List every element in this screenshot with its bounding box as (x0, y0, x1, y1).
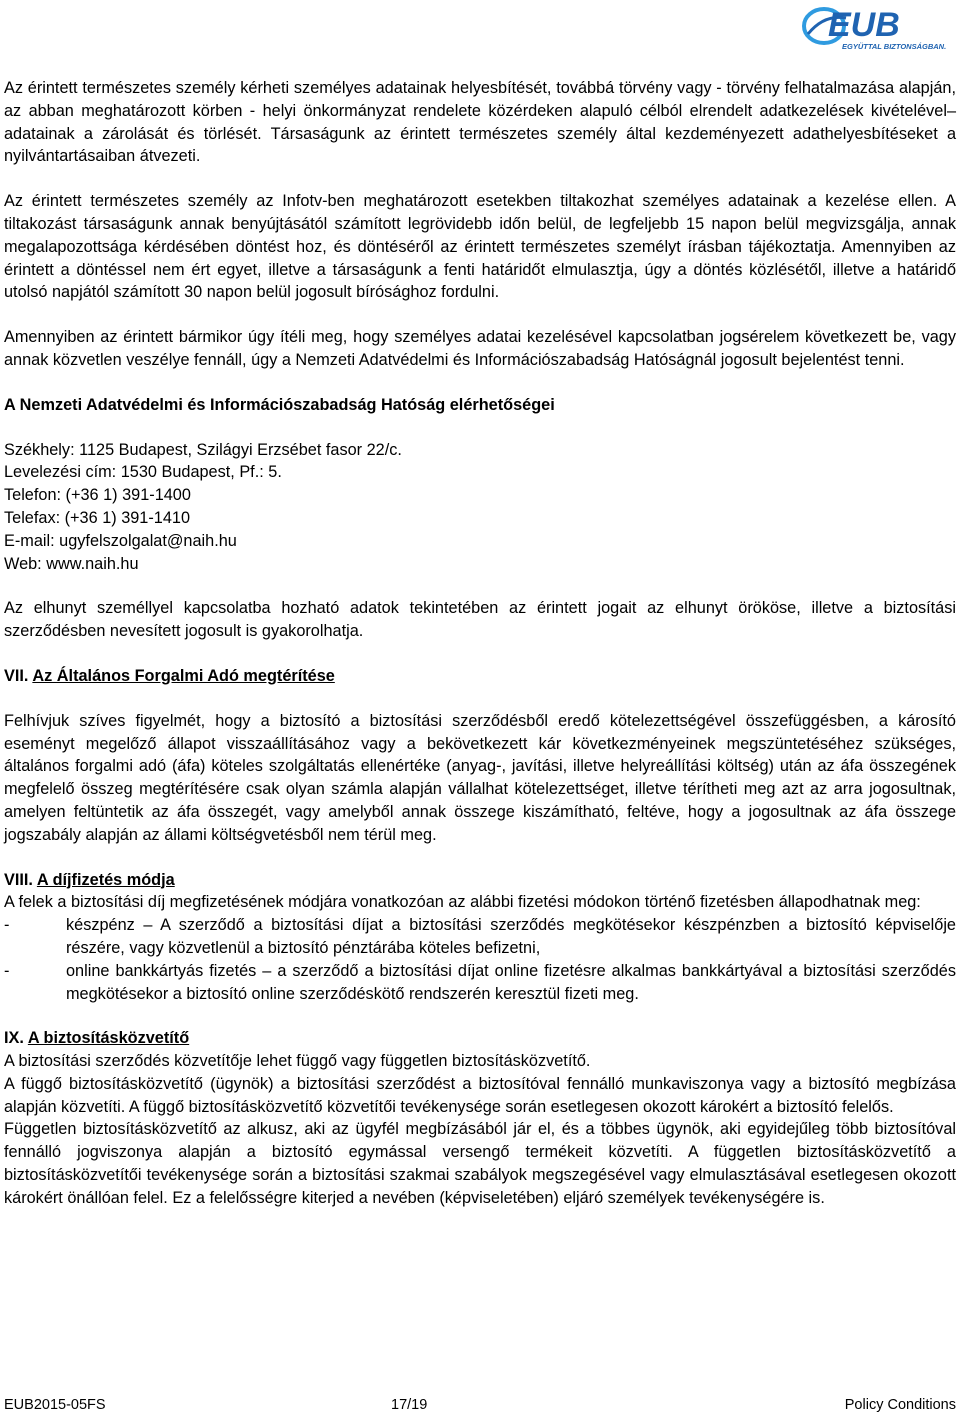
logo-wordmark: EUB (828, 6, 900, 44)
section-8-title: A díjfizetés módja (36, 870, 175, 889)
payment-method-card (4, 960, 956, 1006)
section-9-heading (4, 1027, 956, 1050)
section-8-heading (4, 869, 956, 892)
footer-label: Policy Conditions (844, 1397, 956, 1413)
contact-fax: Telefax: (+36 1) 391-1410 (4, 508, 191, 527)
eub-logo (802, 4, 952, 52)
contact-phone: Telefon: (+36 1) 391-1400 (4, 486, 191, 505)
page-number: 17/19 (391, 1397, 428, 1413)
section-7-title: Az Általános Forgalmi Adó megtérítése (32, 666, 335, 685)
list-item-text: készpénz – A szerződő a biztosítási díjat a biztosítási szerződés megkötésekor készpénzben a biztosító képviselője részére, vagy közvetlenül a biztosító pénztárába köteles befizetni, (66, 916, 956, 957)
paragraph-rectification: Az érintett természetes személy kérheti személyes adatainak helyesbítését, továbbá törvény vagy - törvény felhatalmazása alapján, az abban meghatározott körben - helyi önkormányzat rendelete közérdeken alapuló célból elrendelt adatkezelések kivételével– adatainak a zárolását és törlését. Társaságunk az érintett természetes személy által kezdeményezett adathelyesbítéseket a nyilvántartásaiban átvezeti. (4, 79, 956, 166)
logo-tagline: EGYÜTTAL BIZTONSÁGBAN. (842, 42, 947, 51)
section-8-number: VIII. (4, 870, 33, 889)
section-8-intro: A felek a biztosítási díj megfizetésének módjára vonatkozóan az alábbi fizetési módokon történő fizetésben állapodhatnak meg: (4, 893, 921, 912)
eub-logo-graphic (802, 4, 952, 52)
contact-seat: Székhely: 1125 Budapest, Szilágyi Erzsébet fasor 22/c. (4, 440, 402, 459)
contact-postal: Levelezési cím: 1530 Budapest, Pf.: 5. (4, 463, 282, 482)
section-9-paragraph-1: A biztosítási szerződés közvetítője lehet függő vagy független biztosításközvetítő. (4, 1052, 591, 1071)
paragraph-objection: Az érintett természetes személy az Infotv-ben meghatározott esetekben tiltakozhat személyes adatainak a kezelése ellen. A tiltakozást társaságunk annak benyújtásától számított legrövidebb időn belül, de legfeljebb 15 napon belül megvizsgálja, annak megalapozottsága kérdésében döntést hoz, és döntéséről az érintett természetes személyt írásban tájékoztatja. Amennyiben az érintett a döntéssel nem ért egyet, illetve a társaságunk a fenti határidőt elmulasztja, úgy a döntés közlésétől, illetve a határidő utolsó napjától számított 30 napon belül jogosult bírósághoz fordulni. (4, 192, 956, 302)
document-body (4, 77, 956, 1210)
section-7-body: Felhívjuk szíves figyelmét, hogy a biztosító a biztosítási szerződésből eredő kötelezettségével összefüggésben, a károsító eseményt megelőző állapot visszaállításához vagy a bekövetkezett kár következményeinek megszüntetéséhez szükséges, általános forgalmi adó (áfa) köteles szolgáltatás ellenértéke (anyag-, javítási, illetve helyreállítási költség) után az áfa összegének megfelelő összeg megtérítésére csak olyan számla alapján vállalhat kötelezettséget, illetve térítheti meg azt az arra jogosultnak, amelyen feltüntetik az áfa összegét, vagy amelyből annak összege kiszámítható, feltéve, hogy a jogosultnak az áfa összege jogszabály alapján az állami költségvetésből nem térül meg. (4, 711, 956, 844)
section-9-number: IX. (4, 1029, 24, 1048)
section-9-paragraph-3: Független biztosításközvetítő az alkusz, aki az ügyfél megbízásából jár el, és a többes ügynök, aki egyidejűleg több biztosítóval fennálló jogviszonya alapján a biztosító egymással versengő termékeit közvetíti. A független biztosításközvetítő a biztosításközvetítői tevékenysége során a biztosítási szakmai szabályok megszegésével vagy elmulasztásával esetlegesen okozott károkért önállóan felel. Ez a felelősségre kiterjed a nevében (képviseletében) eljáró személyek tevékenységére is. (4, 1120, 956, 1207)
list-item-text: online bankkártyás fizetés – a szerződő a biztosítási díjat online fizetésre alkalmas bankkártyával a biztosítási szerződés megkötésekor a biztosító online szerződéskötő rendszerén keresztül fizeti meg. (66, 961, 956, 1003)
section-7-heading (4, 665, 956, 688)
paragraph-heirs: Az elhunyt személlyel kapcsolatba hozható adatok tekintetében az érintett jogait az elhunyt örököse, illetve a biztosítási szerződésben nevesített jogosult is gyakorolhatja. (4, 599, 956, 641)
list-dash: - (4, 916, 10, 935)
payment-method-cash (4, 914, 956, 960)
section-9-title: A biztosításközvetítő (27, 1029, 190, 1048)
naih-heading: A Nemzeti Adatvédelmi és Információszabadság Hatóság elérhetőségei (4, 395, 555, 414)
section-7-number: VII. (4, 666, 29, 685)
contact-email: E-mail: ugyfelszolgalat@naih.hu (4, 531, 237, 550)
page-footer (4, 1395, 956, 1415)
paragraph-complaint: Amennyiben az érintett bármikor úgy ítéli meg, hogy személyes adatai kezelésével kapcsolatban jogsérelem következett be, vagy annak közvetlen veszélye fennáll, úgy a Nemzeti Adatvédelmi és Információszabadság Hatóságnál jogosult bejelentést tenni. (4, 328, 956, 369)
document-code: EUB2015-05FS (4, 1397, 106, 1413)
naih-contact-block (4, 439, 956, 576)
contact-web: Web: www.naih.hu (4, 554, 139, 573)
list-dash: - (4, 961, 10, 980)
section-9-paragraph-2: A függő biztosításközvetítő (ügynök) a biztosítási szerződést a biztosítóval fennálló munkaviszonya vagy a biztosító megbízása alapján közvetíti. A függő biztosításközvetítő közvetítői tevékenysége során esetlegesen okozott károkért a biztosító felelős. (4, 1074, 956, 1116)
